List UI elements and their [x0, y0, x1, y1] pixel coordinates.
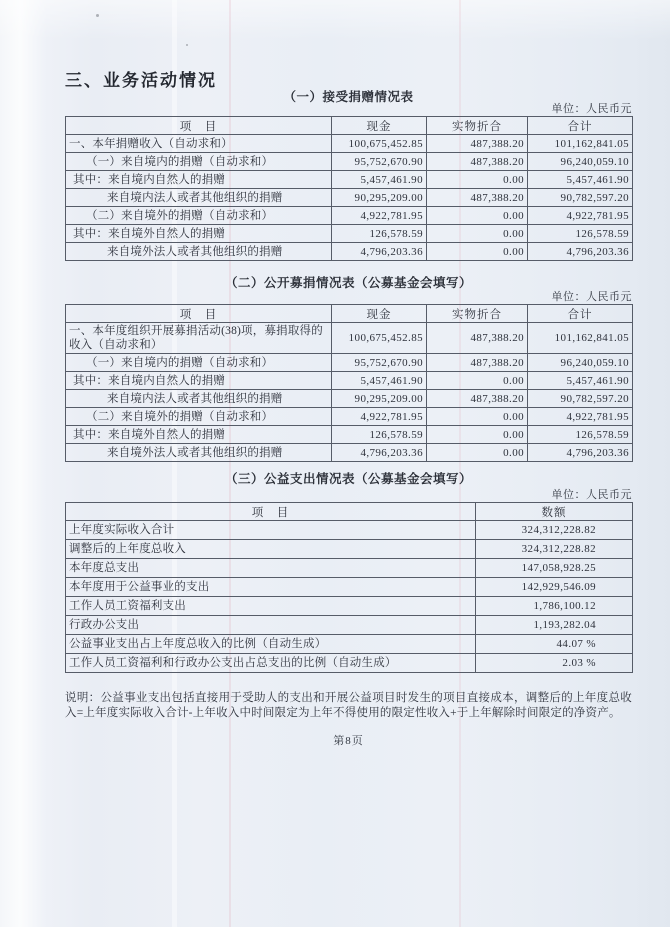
- row-value-cash: 4,922,781.95: [332, 207, 427, 225]
- expenditure-table: [65, 502, 633, 673]
- row-value-total: 5,457,461.90: [528, 372, 633, 390]
- table-row: [66, 540, 633, 559]
- row-value-in_kind: 487,388.20: [427, 135, 528, 153]
- table-row: [66, 207, 633, 225]
- donation-table-title: （一）接受捐赠情况表: [283, 90, 414, 104]
- row-value-in_kind: 0.00: [427, 207, 528, 225]
- row-value-cash: 4,796,203.36: [332, 243, 427, 261]
- row-label: 来自境内法人或者其他组织的捐赠: [66, 390, 332, 408]
- row-label: 其中：来自境内自然人的捐赠: [66, 372, 332, 390]
- column-header-total: 合计: [528, 305, 633, 323]
- row-label: 一、本年度组织开展募捐活动(38)项，募捐取得的收入（自动求和）: [66, 323, 332, 354]
- row-value-in_kind: 0.00: [427, 408, 528, 426]
- row-value-total: 4,922,781.95: [528, 408, 633, 426]
- row-value-amount: 44.07 %: [476, 635, 633, 654]
- row-value-cash: 95,752,670.90: [332, 354, 427, 372]
- row-value-in_kind: 487,388.20: [427, 189, 528, 207]
- page-number: 第8页: [333, 735, 364, 747]
- row-value-cash: 126,578.59: [332, 426, 427, 444]
- row-value-in_kind: 0.00: [427, 225, 528, 243]
- row-value-cash: 5,457,461.90: [332, 171, 427, 189]
- scan-speck: [96, 14, 99, 17]
- column-header-amount: 数额: [476, 503, 633, 521]
- row-value-total: 96,240,059.10: [528, 153, 633, 171]
- row-value-in_kind: 0.00: [427, 243, 528, 261]
- donation-table-unit-label: 单位：人民币元: [551, 103, 632, 115]
- table-row: [66, 153, 633, 171]
- table-header-row: [66, 117, 633, 135]
- row-value-amount: 147,058,928.25: [476, 559, 633, 578]
- row-label: 本年度总支出: [66, 559, 476, 578]
- row-value-cash: 90,295,209.00: [332, 390, 427, 408]
- table-header-row: [66, 305, 633, 323]
- column-header-item: 项 目: [66, 503, 476, 521]
- row-label: 工作人员工资福利支出: [66, 597, 476, 616]
- table-row: [66, 654, 633, 673]
- row-value-amount: 1,786,100.12: [476, 597, 633, 616]
- row-value-amount: 2.03 %: [476, 654, 633, 673]
- fundraising-table-unit-label: 单位：人民币元: [551, 291, 632, 303]
- table-row: [66, 616, 633, 635]
- row-value-amount: 1,193,282.04: [476, 616, 633, 635]
- fundraising-table-title: （二）公开募捐情况表（公募基金会填写）: [224, 276, 472, 290]
- note-text: 公益事业支出包括直接用于受助人的支出和开展公益项目时发生的项目直接成本，调整后的上年度总收入=上年度实际收入合计-上年收入中时间限定为上年不得使用的限定性收入+于上年解除时间限定的净资产。: [65, 692, 632, 719]
- table-row: [66, 521, 633, 540]
- row-label: 来自境外法人或者其他组织的捐赠: [66, 444, 332, 462]
- row-label: 来自境内法人或者其他组织的捐赠: [66, 189, 332, 207]
- row-value-cash: 95,752,670.90: [332, 153, 427, 171]
- row-label: 其中：来自境内自然人的捐赠: [66, 171, 332, 189]
- table-row: [66, 135, 633, 153]
- row-label: 一、本年捐赠收入（自动求和）: [66, 135, 332, 153]
- table-row: [66, 243, 633, 261]
- row-value-in_kind: 0.00: [427, 372, 528, 390]
- row-value-total: 4,796,203.36: [528, 243, 633, 261]
- table-row: [66, 426, 633, 444]
- column-header-inkind: 实物折合: [427, 117, 528, 135]
- row-value-cash: 90,295,209.00: [332, 189, 427, 207]
- section-title: 三、业务活动情况: [65, 71, 217, 90]
- column-header-cash: 现金: [332, 117, 427, 135]
- row-value-total: 126,578.59: [528, 426, 633, 444]
- row-label: 上年度实际收入合计: [66, 521, 476, 540]
- row-value-total: 126,578.59: [528, 225, 633, 243]
- column-header-cash: 现金: [332, 305, 427, 323]
- row-value-total: 5,457,461.90: [528, 171, 633, 189]
- row-label: 公益事业支出占上年度总收入的比例（自动生成）: [66, 635, 476, 654]
- row-label: （二）来自境外的捐赠（自动求和）: [66, 408, 332, 426]
- row-value-total: 96,240,059.10: [528, 354, 633, 372]
- scan-speck: [186, 44, 188, 46]
- row-label: 其中：来自境外自然人的捐赠: [66, 426, 332, 444]
- row-value-total: 90,782,597.20: [528, 189, 633, 207]
- row-value-cash: 100,675,452.85: [332, 323, 427, 354]
- row-label: 行政办公支出: [66, 616, 476, 635]
- table-row: [66, 372, 633, 390]
- row-value-amount: 324,312,228.82: [476, 521, 633, 540]
- row-value-cash: 4,922,781.95: [332, 408, 427, 426]
- table-row: [66, 323, 633, 354]
- column-header-item: 项 目: [66, 305, 332, 323]
- row-label: 来自境外法人或者其他组织的捐赠: [66, 243, 332, 261]
- donation-table: [65, 116, 633, 261]
- table-row: [66, 354, 633, 372]
- table-row: [66, 559, 633, 578]
- row-value-cash: 100,675,452.85: [332, 135, 427, 153]
- table-row: [66, 635, 633, 654]
- table-row: [66, 597, 633, 616]
- table-row: [66, 408, 633, 426]
- table-row: [66, 225, 633, 243]
- row-value-total: 101,162,841.05: [528, 323, 633, 354]
- row-value-cash: 4,796,203.36: [332, 444, 427, 462]
- row-value-in_kind: 487,388.20: [427, 354, 528, 372]
- row-value-total: 4,922,781.95: [528, 207, 633, 225]
- row-value-amount: 324,312,228.82: [476, 540, 633, 559]
- table-header-row: [66, 503, 633, 521]
- row-value-amount: 142,929,546.09: [476, 578, 633, 597]
- row-label: 工作人员工资福利和行政办公支出占总支出的比例（自动生成）: [66, 654, 476, 673]
- row-value-total: 90,782,597.20: [528, 390, 633, 408]
- row-value-total: 101,162,841.05: [528, 135, 633, 153]
- row-value-in_kind: 487,388.20: [427, 323, 528, 354]
- table-row: [66, 578, 633, 597]
- row-label: 调整后的上年度总收入: [66, 540, 476, 559]
- table-row: [66, 171, 633, 189]
- row-label: 其中：来自境外自然人的捐赠: [66, 225, 332, 243]
- row-label: （一）来自境内的捐赠（自动求和）: [66, 153, 332, 171]
- table-row: [66, 189, 633, 207]
- row-value-in_kind: 0.00: [427, 426, 528, 444]
- table-row: [66, 390, 633, 408]
- column-header-total: 合计: [528, 117, 633, 135]
- row-value-cash: 5,457,461.90: [332, 372, 427, 390]
- explanatory-note: [65, 691, 632, 721]
- fundraising-table: [65, 304, 633, 462]
- note-label: 说明：: [65, 692, 101, 704]
- row-label: （一）来自境内的捐赠（自动求和）: [66, 354, 332, 372]
- row-value-in_kind: 487,388.20: [427, 153, 528, 171]
- expenditure-table-title: （三）公益支出情况表（公募基金会填写）: [224, 472, 472, 486]
- row-value-in_kind: 0.00: [427, 171, 528, 189]
- row-value-in_kind: 0.00: [427, 444, 528, 462]
- column-header-item: 项 目: [66, 117, 332, 135]
- row-value-total: 4,796,203.36: [528, 444, 633, 462]
- row-value-in_kind: 487,388.20: [427, 390, 528, 408]
- row-value-cash: 126,578.59: [332, 225, 427, 243]
- table-row: [66, 444, 633, 462]
- column-header-inkind: 实物折合: [427, 305, 528, 323]
- row-label: 本年度用于公益事业的支出: [66, 578, 476, 597]
- row-label: （二）来自境外的捐赠（自动求和）: [66, 207, 332, 225]
- expenditure-table-unit-label: 单位：人民币元: [551, 489, 632, 501]
